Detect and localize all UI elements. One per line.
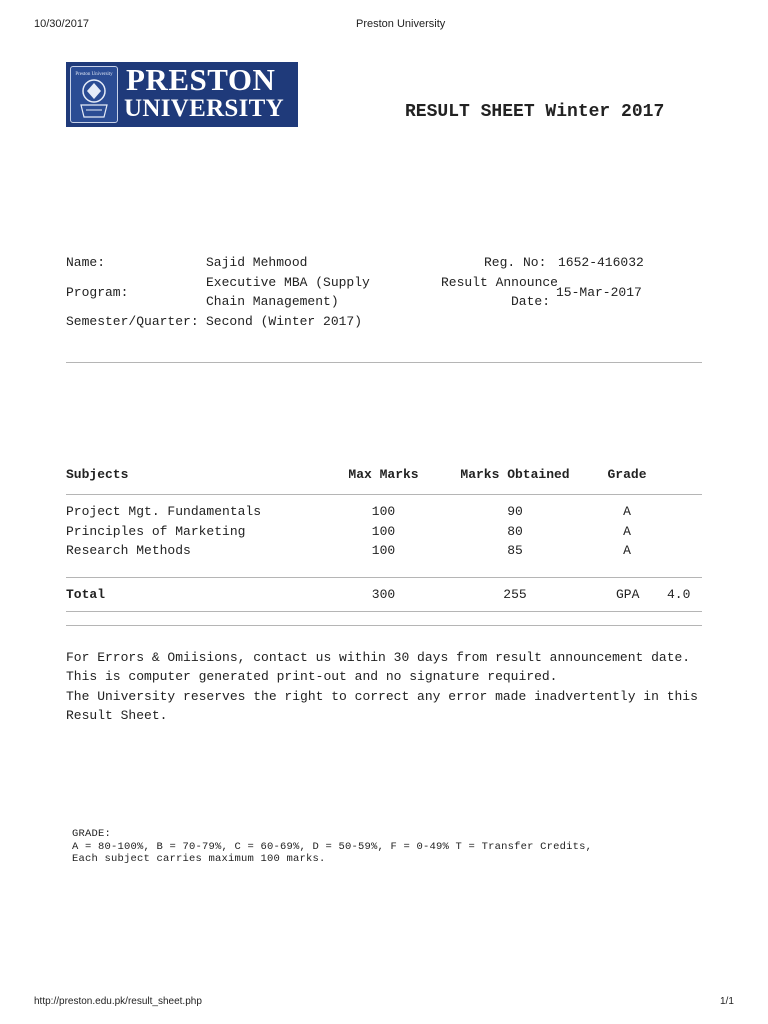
crest-icon bbox=[70, 66, 118, 123]
col-header-subjects: Subjects bbox=[66, 467, 129, 482]
max-marks: 100 bbox=[371, 504, 396, 519]
semester-label: Semester/Quarter: bbox=[66, 314, 199, 329]
total-max-marks: 300 bbox=[371, 587, 396, 602]
print-url: http://preston.edu.pk/result_sheet.php bbox=[34, 996, 202, 1007]
table-bottom-divider bbox=[66, 625, 702, 626]
note-computer-generated: This is computer generated print-out and no signature required. bbox=[66, 669, 558, 685]
max-marks: 100 bbox=[371, 524, 396, 539]
col-header-max-marks: Max Marks bbox=[348, 467, 419, 482]
marks-obtained: 80 bbox=[507, 524, 523, 539]
col-header-marks-obtained: Marks Obtained bbox=[460, 467, 570, 482]
reg-no-value: 1652-416032 bbox=[558, 255, 644, 270]
grade-heading: GRADE: bbox=[72, 828, 112, 840]
col-header-grade: Grade bbox=[607, 467, 647, 482]
reg-no-label: Reg. No: bbox=[484, 255, 547, 270]
page-title: RESULT SHEET Winter 2017 bbox=[405, 102, 665, 122]
subject-name: Research Methods bbox=[66, 543, 191, 558]
logo-text-university: UNIVERSITY bbox=[124, 95, 284, 122]
table-header-divider bbox=[66, 494, 702, 495]
page-number: 1/1 bbox=[720, 996, 734, 1007]
note-errors: For Errors & Omiisions, contact us within 30 days from result announcement date. bbox=[66, 650, 691, 665]
notes-block bbox=[66, 648, 706, 725]
subject-name: Project Mgt. Fundamentals bbox=[66, 504, 262, 519]
announce-date-value: 15-Mar-2017 bbox=[556, 285, 642, 300]
marks-obtained: 90 bbox=[507, 504, 523, 519]
announce-date-label-line1: Result Announce bbox=[440, 275, 558, 290]
grade-scale: A = 80-100%, B = 70-79%, C = 60-69%, D = 50-59%, F = 0-49% T = Transfer Credits, bbox=[72, 840, 593, 853]
total-marks-obtained: 255 bbox=[503, 587, 527, 602]
university-logo bbox=[66, 62, 298, 127]
student-name: Sajid Mehmood bbox=[206, 255, 308, 270]
svg-text:Preston University: Preston University bbox=[75, 72, 113, 77]
note-reserves-right: The University reserves the right to correct any error made inadvertently in this Result Sheet. bbox=[66, 688, 698, 723]
subject-name: Principles of Marketing bbox=[66, 524, 246, 539]
program-value-line1: Executive MBA (Supply bbox=[206, 275, 370, 290]
name-label: Name: bbox=[66, 255, 106, 270]
divider bbox=[66, 362, 702, 363]
logo-text-preston: PRESTON bbox=[126, 62, 276, 97]
gpa-value: 4.0 bbox=[667, 587, 691, 602]
print-site-title: Preston University bbox=[356, 18, 446, 30]
table-total-divider bbox=[66, 577, 702, 578]
grade-legend bbox=[72, 828, 592, 866]
print-date: 10/30/2017 bbox=[34, 18, 90, 30]
grade-max-marks-note: Each subject carries maximum 100 marks. bbox=[72, 853, 326, 865]
marks-obtained: 85 bbox=[507, 543, 523, 558]
program-value-line2: Chain Management) bbox=[206, 294, 339, 309]
announce-date-label-line2: Date: bbox=[510, 294, 550, 309]
max-marks: 100 bbox=[371, 543, 396, 558]
program-label: Program: bbox=[66, 285, 129, 300]
total-label: Total bbox=[66, 587, 106, 602]
semester-value: Second (Winter 2017) bbox=[206, 314, 363, 329]
grade: A bbox=[623, 524, 631, 539]
grade: A bbox=[623, 504, 631, 519]
table-bottom-divider bbox=[66, 611, 702, 612]
gpa-label: GPA bbox=[616, 587, 640, 602]
grade: A bbox=[623, 543, 631, 558]
